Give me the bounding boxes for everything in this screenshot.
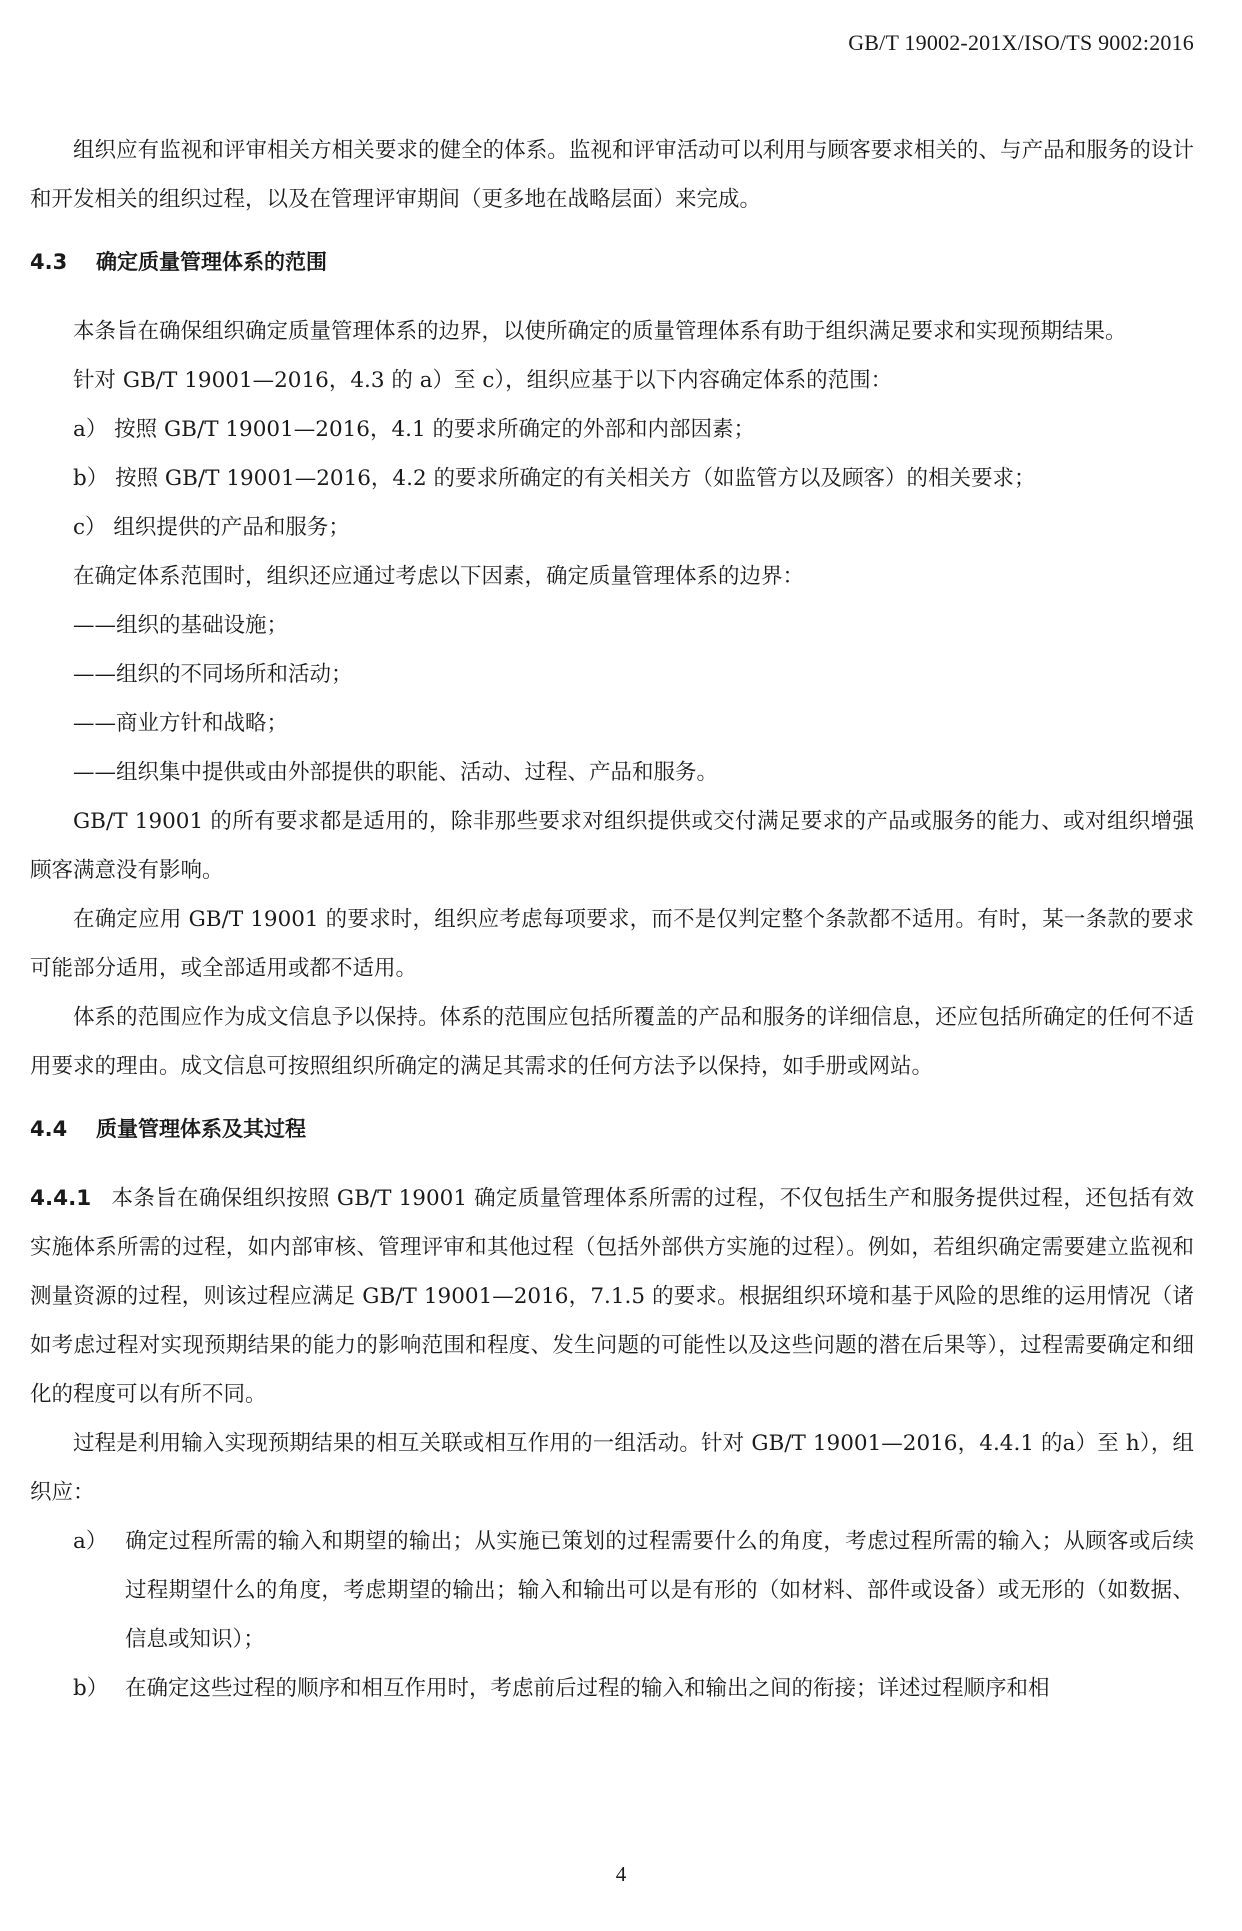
- document-body: [30, 126, 1194, 1713]
- paragraph: 在确定体系范围时，组织还应通过考虑以下因素，确定质量管理体系的边界：: [73, 564, 805, 589]
- list-item: b） 按照 GB/T 19001—2016，4.2 的要求所确定的有关相关方（如监管方以及顾客）的相关要求；: [73, 466, 1036, 491]
- section-title: 质量管理体系及其过程: [96, 1117, 306, 1141]
- paragraph: 针对 GB/T 19001—2016，4.3 的 a）至 c），组织应基于以下内容确定体系的范围：: [73, 368, 893, 393]
- dash-item: ——组织集中提供或由外部提供的职能、活动、过程、产品和服务。: [73, 760, 719, 785]
- clause-paragraph-4-4-1: [30, 1174, 1194, 1419]
- list-label: b）: [73, 1676, 109, 1701]
- clause-number: 4.4.1: [30, 1186, 92, 1211]
- section-number: 4.3: [30, 250, 68, 274]
- page-number: 4: [615, 1862, 627, 1886]
- hanging-list-item: [30, 1664, 1194, 1713]
- list-text: 确定过程所需的输入和期望的输出；从实施已策划的过程需要什么的角度，考虑过程所需的输入；从顾客或后续过程期望什么的角度，考虑期望的输出；输入和输出可以是有形的（如材料、部件或设备）或无形的（如数据、信息或知识）；: [125, 1529, 1194, 1652]
- paragraph: 体系的范围应作为成文信息予以保持。体系的范围应包括所覆盖的产品和服务的详细信息，还应包括所确定的任何不适用要求的理由。成文信息可按照组织所确定的满足其需求的任何方法予以保持，如手册或网站。: [30, 1005, 1194, 1079]
- list-item: c） 组织提供的产品和服务；: [73, 515, 350, 540]
- paragraph: 过程是利用输入实现预期结果的相互关联或相互作用的一组活动。针对 GB/T 19001—2016，4.4.1 的a）至 h），组织应：: [30, 1431, 1194, 1505]
- intro-paragraph: 组织应有监视和评审相关方相关要求的健全的体系。监视和评审活动可以利用与顾客要求相关的、与产品和服务的设计和开发相关的组织过程，以及在管理评审期间（更多地在战略层面）来完成。: [30, 138, 1194, 212]
- hanging-list-item: [30, 1517, 1194, 1664]
- section-heading-4-3: [30, 238, 1194, 287]
- paragraph: GB/T 19001 的所有要求都是适用的，除非那些要求对组织提供或交付满足要求的产品或服务的能力、或对组织增强顾客满意没有影响。: [30, 809, 1194, 883]
- paragraph: 本条旨在确保组织确定质量管理体系的边界，以使所确定的质量管理体系有助于组织满足要求和实现预期结果。: [73, 319, 1127, 344]
- dash-item: ——组织的基础设施；: [73, 613, 289, 638]
- section-heading-4-4: [30, 1105, 1194, 1154]
- dash-item: ——商业方针和战略；: [73, 711, 289, 736]
- list-text: 在确定这些过程的顺序和相互作用时，考虑前后过程的输入和输出之间的衔接；详述过程顺序和相: [125, 1676, 1050, 1701]
- section-title: 确定质量管理体系的范围: [96, 250, 327, 274]
- list-label: a）: [73, 1529, 108, 1554]
- paragraph: 在确定应用 GB/T 19001 的要求时，组织应考虑每项要求，而不是仅判定整个条款都不适用。有时，某一条款的要求可能部分适用，或全部适用或都不适用。: [30, 907, 1194, 981]
- list-item: a） 按照 GB/T 19001—2016，4.1 的要求所确定的外部和内部因素；: [73, 417, 756, 442]
- section-number: 4.4: [30, 1117, 68, 1141]
- running-header: GB/T 19002-201X/ISO/TS 9002:2016: [848, 30, 1194, 55]
- dash-item: ——组织的不同场所和活动；: [73, 662, 353, 687]
- clause-text: 本条旨在确保组织按照 GB/T 19001 确定质量管理体系所需的过程，不仅包括生产和服务提供过程，还包括有效实施体系所需的过程，如内部审核、管理评审和其他过程（包括外部供方实施的过程）。例如，若组织确定需要建立监视和测量资源的过程，则该过程应满足 GB/T 19001—2016，7.1.5 的要求。根据组织环境和基于风险的思维的运用情况（诸如考虑过程对实现预期结果的能力的影响范围和程度、发生问题的可能性以及这些问题的潜在后果等），过程需要确定和细化的程度可以有所不同。: [30, 1186, 1194, 1407]
